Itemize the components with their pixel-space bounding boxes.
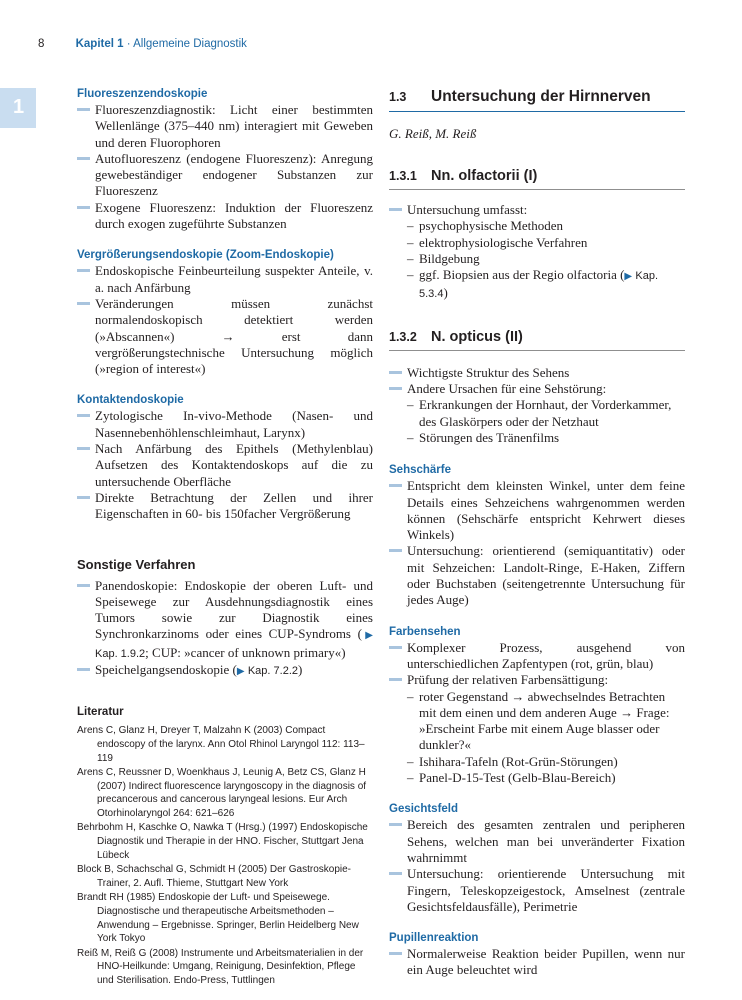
bullet-list xyxy=(389,817,685,915)
subsection-title: N. opticus (II) xyxy=(431,328,523,345)
item-text: ggf. Biopsien aus der Regio olfactoria ( xyxy=(419,267,625,283)
subsection-number: 1.3.1 xyxy=(389,169,417,183)
literatur-block xyxy=(77,706,373,987)
list-item: Bereich des gesamten zentralen und peripheren Sehens, welchen man bei unveränderter Fixation wahrnimmt xyxy=(389,817,685,866)
list-item: Direkte Betrachtung der Zellen und ihrer Eigenschaften in 60- bis 150facher Vergrößerung xyxy=(77,490,373,523)
reference-entry: Arens C, Reussner D, Woenkhaus J, Leunig A, Betz CS, Glanz H (2007) Indirect fluorescence laryngoscopy in the diagnosis of precancerous and cancerous laryngeal lesions. Eur Arch Otorhinolaryngol 264: 621–626 xyxy=(77,767,367,819)
dash-item: – Erkrankungen der Hornhaut, der Vorderkammer, des Glaskörpers oder der Netzhaut xyxy=(407,397,685,430)
list-item: Nach Anfärbung des Epithels (Methylenblau) Aufsetzen des Kontaktendoskops auf die zu untersuchende Oberfläche xyxy=(77,441,373,490)
dash-list xyxy=(407,397,685,446)
item-text: ; CUP: »cancer of unknown primary«) xyxy=(145,644,346,660)
list-item: Autofluoreszenz (endogene Fluoreszenz): Anregung gewebeständiger endogener Substanzen zur Fluoreszenz xyxy=(77,151,373,200)
authors: G. Reiß, M. Reiß xyxy=(389,126,477,141)
literature-heading: Literatur xyxy=(77,706,124,719)
dash-item: – psychophysische Methoden xyxy=(407,218,685,234)
dash-item xyxy=(407,267,685,303)
bullet-list xyxy=(389,202,685,303)
bullet-list xyxy=(389,365,685,446)
dash-list xyxy=(407,218,685,302)
chapter-title: · Allgemeine Diagnostik xyxy=(123,38,247,50)
list-item xyxy=(77,662,373,680)
dash-item: – Ishihara-Tafeln (Rot-Grün-Störungen) xyxy=(407,754,685,770)
cross-reference-link[interactable]: Kap. 1.9.2 xyxy=(95,647,146,660)
subheading: Vergrößerungsendoskopie (Zoom-Endoskopie) xyxy=(77,249,334,262)
subsection-heading xyxy=(389,329,685,351)
gesichtsfeld-block xyxy=(389,803,685,915)
reference-entry: Reiß M, Reiß G (2008) Instrumente und Arbeitsmaterialien in der HNO-Heilkunde: Umgang, Reinigung, Desinfektion, Pflege und Sterilisation. Endo-Press, Tuttlingen xyxy=(77,947,364,986)
bullet-list xyxy=(389,640,685,787)
list-item: Wichtigste Struktur des Sehens xyxy=(389,365,685,381)
subsection-number: 1.3.2 xyxy=(389,329,417,344)
list-item: Komplexer Prozess, ausgehend von unterschiedlichen Zapfentypen (rot, grün, blau) xyxy=(389,640,685,673)
dash-item: – elektrophysiologische Verfahren xyxy=(407,235,685,251)
subheading: Gesichtsfeld xyxy=(389,803,459,816)
bullet-list xyxy=(77,263,373,377)
cross-reference-link[interactable]: Kap. 5.3.4 xyxy=(419,270,659,301)
left-column xyxy=(77,88,373,989)
cross-reference-link[interactable]: Kap. 7.2.2 xyxy=(247,665,298,678)
item-text: Panendoskopie: Endoskopie der oberen Luft- und Speisewege zur Ausdehnungsdiagnostik eines Tumors sowie zur Diagnostik eines Synchronkarzinoms oder eines CUP-Syndroms ( xyxy=(95,577,373,642)
dash-item: – Panel-D-15-Test (Gelb-Blau-Bereich) xyxy=(407,770,685,786)
list-item: Endoskopische Feinbeurteilung suspekter Anteile, v. a. nach Anfärbung xyxy=(77,263,373,296)
subheading: Farbensehen xyxy=(389,625,461,638)
subheading: Fluoreszenzendoskopie xyxy=(77,88,208,100)
zoom-block xyxy=(77,249,373,377)
bullet-list xyxy=(77,408,373,522)
bullet-list xyxy=(389,946,685,979)
section-heading xyxy=(389,88,685,112)
page-number: 8 xyxy=(38,38,45,50)
triangle-right-icon: ▶ xyxy=(361,630,373,642)
section-number: 1.3 xyxy=(389,90,407,104)
dash-item: – Bildgebung xyxy=(407,251,685,267)
list-item: Veränderungen müssen zunächst normalendoskopisch detektiert werden (»Abscannen«) → erst dann vergrößerungstechnische Untersuchung möglich (»region of interest«) xyxy=(77,296,373,377)
subheading: Sehschärfe xyxy=(389,464,452,477)
chapter-tab-number: 1 xyxy=(13,96,25,118)
list-item: Entspricht dem kleinsten Winkel, unter dem feine Details eines Sehzeichens wahrgenommen werden können (Sehschärfe entspricht Kehrwert dieses Winkels) xyxy=(389,478,685,543)
chapter-label: Kapitel 1 xyxy=(75,38,124,50)
bullet-list xyxy=(389,478,685,608)
subsection-title: Nn. olfactorii (I) xyxy=(431,168,538,184)
dash-item: – roter Gegenstand → abwechselndes Betrachten mit dem einen und dem anderen Auge → Frage: »Erscheint Farbe mit einem Auge blasser oder dunkler?« xyxy=(407,689,685,754)
item-text: Andere Ursachen für eine Sehstörung: xyxy=(407,381,607,397)
subheading: Kontaktendoskopie xyxy=(77,394,184,407)
list-item: Untersuchung: orientierende Untersuchung mit Fingern, Teleskopzeigestock, Amselnest (zentrale Gesichtsfeldausfälle), Perimetrie xyxy=(389,866,685,915)
triangle-right-icon: ▶ xyxy=(236,666,245,678)
running-head xyxy=(38,38,247,50)
item-text: ) xyxy=(298,662,303,678)
bullet-list xyxy=(77,578,373,681)
item-text: Untersuchung umfasst: xyxy=(407,202,528,217)
kontakt-block xyxy=(77,394,373,522)
list-item xyxy=(389,202,685,303)
reference-entry: Behrbohm H, Kaschke O, Nawka T (Hrsg.) (1997) Endoskopische Diagnostik und Therapie in der HNO. Fischer, Stuttgart Jena Lübeck xyxy=(77,822,368,861)
section-title: Untersuchung der Hirnnerven xyxy=(431,88,651,105)
sonstige-block xyxy=(77,557,373,681)
list-item: Zytologische In-vivo-Methode (Nasen- und Nasennebenhöhlenschleimhaut, Larynx) xyxy=(77,408,373,441)
list-item: Normalerweise Reaktion beider Pupillen, wenn nur ein Auge beleuchtet wird xyxy=(389,946,685,979)
subheading: Pupillenreaktion xyxy=(389,932,479,945)
list-item: Fluoreszenzdiagnostik: Licht einer bestimmten Wellenlänge (375–440 nm) interagiert mit Geweben und deren Fluorophoren xyxy=(77,102,373,151)
sehschaerfe-block xyxy=(389,464,685,608)
triangle-right-icon: ▶ xyxy=(624,271,633,283)
list-item xyxy=(389,672,685,786)
farbensehen-block xyxy=(389,626,685,787)
right-column xyxy=(389,88,685,996)
list-item xyxy=(389,381,685,446)
dash-list xyxy=(407,689,685,787)
bullet-list xyxy=(77,102,373,232)
subsection-heading xyxy=(389,168,685,190)
item-text: ) xyxy=(443,285,448,301)
reference-entry: Brandt RH (1985) Endoskopie der Luft- und Speisewege. Diagnostische und therapeutische Arbeitsmethoden – Anwendung – Ergebnisse. Springer, Berlin Heidelberg New York Tokyo xyxy=(77,892,359,945)
reference-entry: Arens C, Glanz H, Dreyer T, Malzahn K (2003) Compact endoscopy of the larynx. Ann Otol Rhinol Laryngol 112: 113–119 xyxy=(77,725,365,764)
reference-entry: Block B, Schachschal G, Schmidt H (2005) Der Gastroskopie-Trainer, 2. Aufl. Thieme, Stuttgart New York xyxy=(77,864,351,889)
list-item: Exogene Fluoreszenz: Induktion der Fluoreszenz durch exogen zugeführte Substanzen xyxy=(77,200,373,233)
list-item xyxy=(77,578,373,662)
fluoreszenz-block xyxy=(77,88,373,232)
subheading: Sonstige Verfahren xyxy=(77,556,196,572)
item-text: Speichelgangsendoskopie ( xyxy=(95,662,237,678)
item-text: Prüfung der relativen Farbensättigung: xyxy=(407,672,609,688)
list-item: Untersuchung: orientierend (semiquantitativ) oder mit Sehzeichen: Landolt-Ringe, E-Haken, Ziffern oder Buchstaben (seitengetrennte Untersuchung für jedes Auge) xyxy=(389,543,685,608)
dash-item: – Störungen des Tränenfilms xyxy=(407,430,685,446)
pupillen-block xyxy=(389,932,685,979)
chapter-tab xyxy=(0,88,36,128)
